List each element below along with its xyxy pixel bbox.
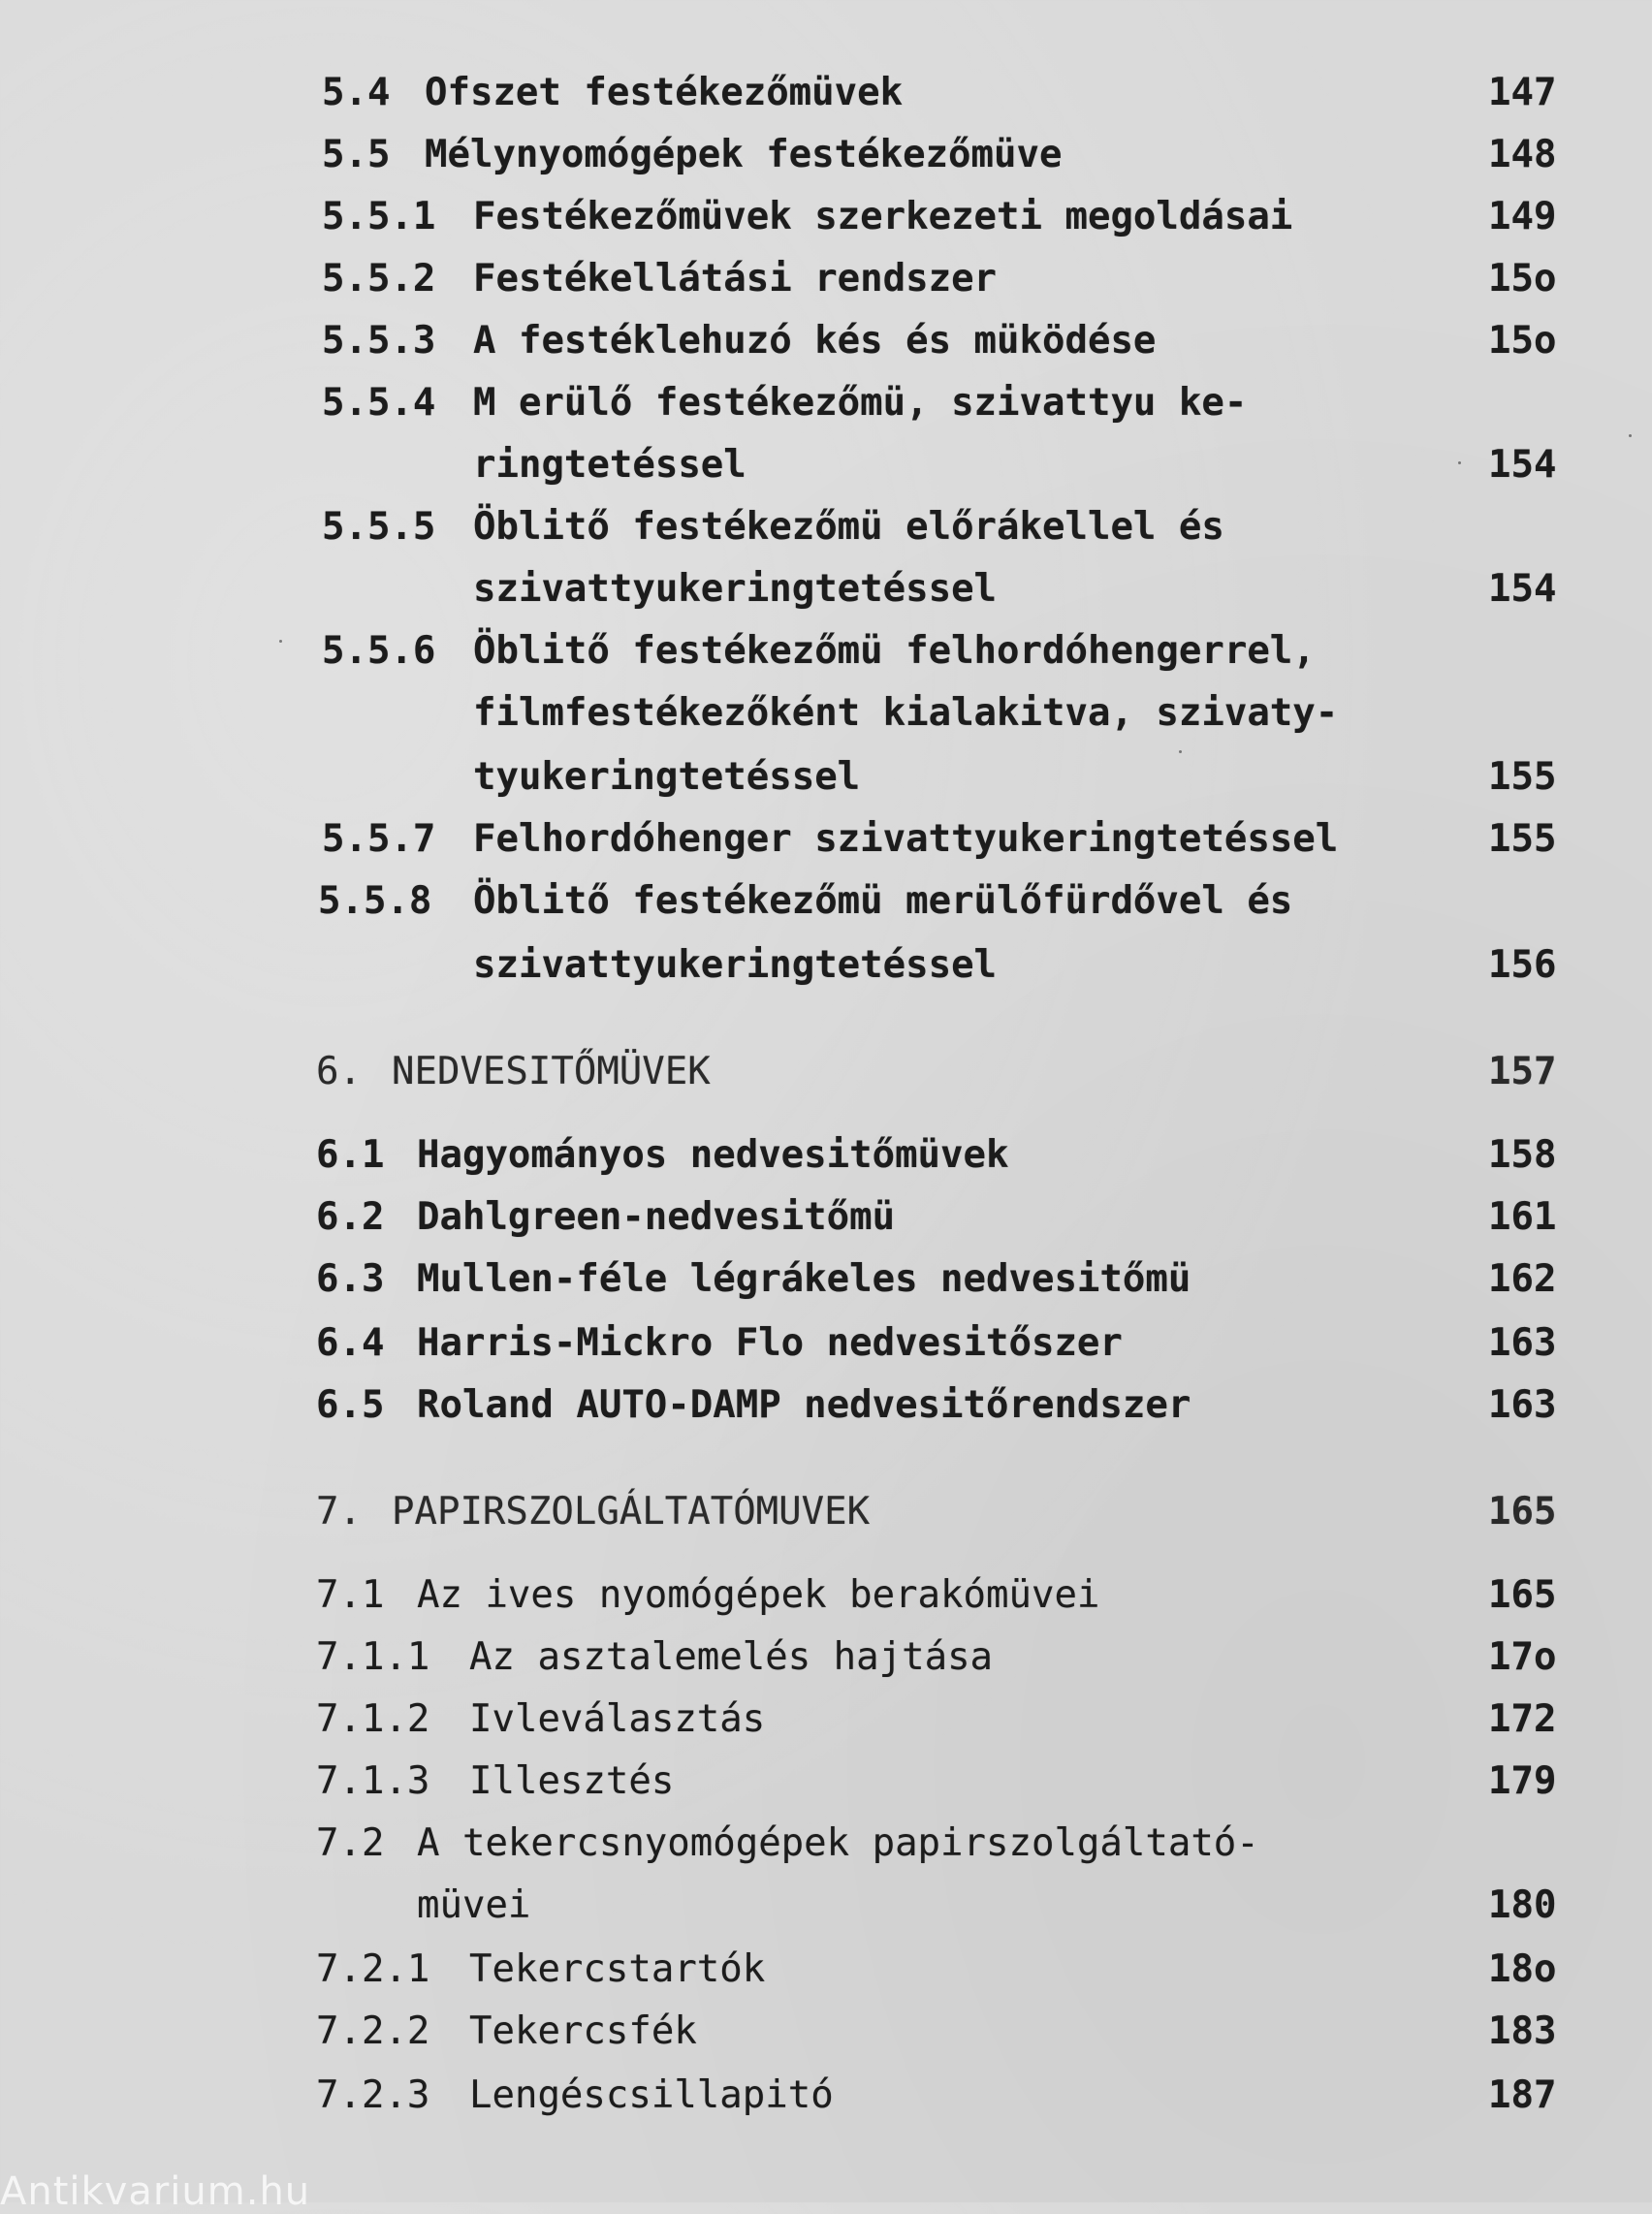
toc-entry-continuation: [0, 434, 1652, 496]
toc-entry: [0, 1939, 1652, 2001]
paper-speck: [1629, 434, 1632, 437]
toc-entry-page: 180: [1488, 1883, 1557, 1927]
toc-entry-title: Festékezőmüvek szerkezeti megoldásai: [473, 195, 1293, 238]
toc-entry-number: 7.1.1: [316, 1635, 430, 1679]
toc-entry-title: M erülő festékezőmü, szivattyu ke-: [473, 381, 1248, 425]
toc-entry: [0, 496, 1652, 558]
toc-entry-title: Felhordóhenger szivattyukeringtetéssel: [473, 817, 1339, 861]
toc-entry-page: 155: [1488, 755, 1557, 799]
toc-entry-continuation: [0, 746, 1652, 808]
toc-entry-number: 5.5.6: [322, 629, 436, 673]
toc-entry-page: 179: [1488, 1759, 1557, 1803]
toc-entry-number: 5.5: [322, 133, 391, 176]
toc-entry: [0, 1751, 1652, 1813]
toc-entry-title: müvei: [417, 1883, 531, 1927]
toc-entry-title: PAPIRSZOLGÁLTATÓMUVEK: [392, 1490, 871, 1534]
toc-entry-page: 163: [1488, 1383, 1557, 1427]
toc-entry-title: Ivleválasztás: [469, 1697, 766, 1741]
toc-entry-title: NEDVESITŐMÜVEK: [392, 1050, 711, 1093]
toc-entry: [0, 186, 1652, 248]
toc-entry-number: 7.1.3: [316, 1759, 430, 1803]
toc-chapter: [0, 1481, 1652, 1543]
toc-entry-title: filmfestékezőként kialakitva, szivaty-: [473, 691, 1339, 735]
toc-entry-continuation: [0, 934, 1652, 996]
toc-entry: [0, 62, 1652, 124]
toc-entry-number: 5.4: [322, 71, 391, 114]
toc-entry: [0, 372, 1652, 434]
toc-entry-page: 162: [1488, 1257, 1557, 1301]
toc-entry: [0, 1186, 1652, 1249]
toc-entry: [0, 620, 1652, 682]
paper-speck: [279, 640, 282, 643]
toc-entry-number: 6.3: [316, 1257, 385, 1301]
toc-entry: [0, 124, 1652, 186]
toc-entry-page: 18o: [1488, 1947, 1557, 1991]
toc-entry-number: 6.1: [316, 1133, 385, 1177]
toc-entry-number: 6.2: [316, 1195, 385, 1239]
toc-entry-title: Dahlgreen-nedvesitőmü: [417, 1195, 896, 1239]
toc-entry: [0, 1124, 1652, 1186]
toc-entry-number: 5.5.4: [322, 381, 436, 425]
toc-entry-title: szivattyukeringtetéssel: [473, 943, 998, 987]
toc-entry: [0, 310, 1652, 372]
toc-entry-page: 172: [1488, 1697, 1557, 1741]
toc-entry-page: 17o: [1488, 1635, 1557, 1679]
toc-entry-number: 6.: [316, 1050, 362, 1093]
toc-entry-title: Festékellátási rendszer: [473, 257, 998, 300]
toc-entry-title: Öblitő festékezőmü merülőfürdővel és: [473, 879, 1293, 923]
toc-entry-number: 5.5.5: [322, 505, 436, 549]
paper-speck: [1458, 461, 1461, 464]
toc-entry-number: 7.2: [316, 1821, 385, 1865]
toc-entry: [0, 1375, 1652, 1437]
toc-entry: [0, 870, 1652, 933]
toc-entry-title: Harris-Mickro Flo nedvesitőszer: [417, 1321, 1123, 1365]
toc-entry-page: 158: [1488, 1133, 1557, 1177]
toc-entry-title: szivattyukeringtetéssel: [473, 567, 998, 611]
toc-entry-title: Tekercsfék: [469, 2009, 697, 2053]
toc-entry-number: 6.5: [316, 1383, 385, 1427]
toc-entry: [0, 248, 1652, 310]
toc-entry: [0, 2065, 1652, 2127]
toc-entry-title: Roland AUTO-DAMP nedvesitőrendszer: [417, 1383, 1191, 1427]
toc-entry-page: 154: [1488, 443, 1557, 487]
toc-entry-page: 156: [1488, 943, 1557, 987]
toc-entry-page: 183: [1488, 2009, 1557, 2053]
paper-speck: [1179, 750, 1182, 753]
toc-entry-title: Mélynyomógépek festékezőmüve: [425, 133, 1063, 176]
toc-entry-number: 7.: [316, 1490, 362, 1534]
toc-entry: [0, 1627, 1652, 1689]
toc-entry-page: 187: [1488, 2073, 1557, 2117]
toc-entry-page: 148: [1488, 133, 1557, 176]
toc-entry-page: 15o: [1488, 257, 1557, 300]
toc-entry-page: 154: [1488, 567, 1557, 611]
toc-entry-title: ringtetéssel: [473, 443, 747, 487]
toc-entry-number: 7.1.2: [316, 1697, 430, 1741]
toc-entry-title: Öblitő festékezőmü előrákellel és: [473, 505, 1224, 549]
toc-entry-page: 15o: [1488, 319, 1557, 363]
toc-entry-number: 5.5.1: [322, 195, 436, 238]
toc-entry: [0, 2001, 1652, 2063]
toc-entry: [0, 1565, 1652, 1627]
toc-entry-page: 155: [1488, 817, 1557, 861]
toc-entry-continuation: [0, 682, 1652, 744]
toc-entry-page: 161: [1488, 1195, 1557, 1239]
toc-entry-number: 7.2.3: [316, 2073, 430, 2117]
toc-entry-title: Tekercstartók: [469, 1947, 766, 1991]
toc-entry-page: 149: [1488, 195, 1557, 238]
toc-chapter: [0, 1041, 1652, 1103]
toc-entry-title: Az asztalemelés hajtása: [469, 1635, 994, 1679]
toc-entry-number: 7.2.1: [316, 1947, 430, 1991]
toc-entry-page: 163: [1488, 1321, 1557, 1365]
toc-entry-title: A tekercsnyomógépek papirszolgáltató-: [417, 1821, 1259, 1865]
toc-entry-number: 6.4: [316, 1321, 385, 1365]
toc-entry-title: A festéklehuzó kés és müködése: [473, 319, 1157, 363]
toc-entry-number: 5.5.8: [318, 879, 432, 923]
toc-entry: [0, 1249, 1652, 1311]
toc-entry-continuation: [0, 1875, 1652, 1937]
toc-entry-title: Lengéscsillapitó: [469, 2073, 834, 2117]
toc-entry: [0, 1689, 1652, 1751]
toc-entry-number: 5.5.7: [322, 817, 436, 861]
toc-entry-page: 157: [1488, 1050, 1557, 1093]
toc-entry-number: 7.2.2: [316, 2009, 430, 2053]
toc-entry-title: tyukeringtetéssel: [473, 755, 861, 799]
toc-entry-title: Az ives nyomógépek berakómüvei: [417, 1573, 1100, 1617]
toc-entry-title: Öblitő festékezőmü felhordóhengerrel,: [473, 629, 1316, 673]
toc-entry-title: Ofszet festékezőmüvek: [425, 71, 904, 114]
toc-entry-page: 165: [1488, 1490, 1557, 1534]
toc-entry-page: 147: [1488, 71, 1557, 114]
toc-entry-title: Mullen-féle légrákeles nedvesitőmü: [417, 1257, 1191, 1301]
toc-entry-number: 5.5.3: [322, 319, 436, 363]
toc-entry-page: 165: [1488, 1573, 1557, 1617]
toc-entry-number: 7.1: [316, 1573, 385, 1617]
toc-entry-title: Hagyományos nedvesitőmüvek: [417, 1133, 1009, 1177]
toc-entry: [0, 1813, 1652, 1875]
toc-entry-title: Illesztés: [469, 1759, 675, 1803]
toc-entry: [0, 1313, 1652, 1375]
watermark: Antikvarium.hu: [0, 2169, 311, 2214]
toc-entry: [0, 808, 1652, 870]
toc-entry-number: 5.5.2: [322, 257, 436, 300]
toc-entry-continuation: [0, 558, 1652, 620]
